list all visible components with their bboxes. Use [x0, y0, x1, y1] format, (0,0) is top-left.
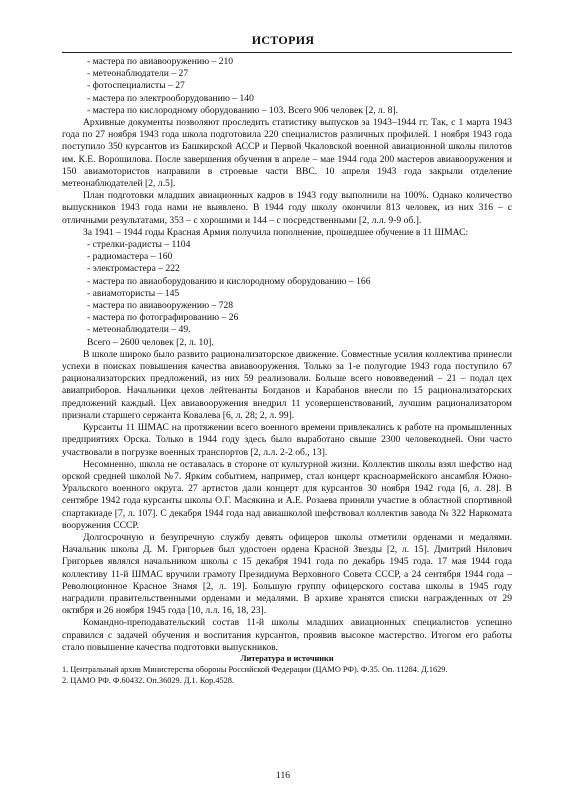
- list-item: - мастера по кислородному оборудованию – 103. Всего 906 человек [2, л. 8].: [87, 104, 399, 116]
- list-item: - радиомастера – 160: [87, 251, 173, 263]
- paragraph: За 1941 – 1944 годы Красная Армия получила пополнение, прошедшее обучение в 11 ШМАС:: [83, 226, 469, 238]
- list-item: - метеонаблюдатели – 27: [87, 68, 189, 80]
- list-item: - мастера по авиаоборудованию и кислородному оборудованию – 166: [87, 275, 371, 287]
- reference-item: 2. ЦАМО РФ. Ф.60432. Оп.36029. Д.1. Кор.4528.: [62, 675, 235, 685]
- list-item: - мастера по фотографированию – 26: [87, 312, 239, 324]
- paragraph: Курсанты 11 ШМАС на протяжении всего военного времени привлекались к работе на промышленных предприятиях Орска. Только в 1944 году здесь было выработано свыше 2300 человекодней. Они часто участвовали в погрузке военных транспортов [2, л.л. 2-2 об., 13].: [62, 422, 512, 458]
- paragraph: Архивные документы позволяют проследить статистику выпусков за 1943–1944 гг. Так, с 1 марта 1943 года по 27 ноября 1943 года школа подготовила 220 специалистов различных профилей. 1 ноября 1943 года поступило 350 курсантов из Башкирской АССР и Первой Чкаловской военной авиационной школы пилотов им. К.Е. Ворошилова. После завершения обучения в апреле – мае 1944 года 200 мастеров авиавооружения и 150 авиамотористов направили в строевые части ВВС. 10 апреля 1943 года закрыли отделение метеонаблюдателей [2, л.5].: [62, 117, 512, 190]
- article-body: [62, 56, 512, 686]
- list-item: - авиамотористы – 145: [87, 287, 180, 299]
- page-number: 116: [276, 771, 290, 781]
- list-item: - мастера по авиавооружению – 728: [87, 300, 234, 312]
- references-title: Литература и источники: [240, 653, 334, 663]
- list-item: - мастера по авиавооружению – 210: [87, 56, 234, 67]
- list-item: - метеонаблюдатели – 49.: [87, 324, 191, 336]
- section-header: ИСТОРИЯ: [251, 33, 315, 47]
- paragraph: План подготовки младших авиационных кадров в 1943 году выполнили на 100%. Однако количество выпускников 1943 года нами не выявлено. В 1944 году школу окончили 813 человек, из них 316 – с отличными результатами, 353 – с хорошими и 144 – с посредственными [2, л.л. 9-9 об.].: [62, 190, 512, 226]
- reference-item: 1. Центральный архив Министерства обороны Российской Федерации (ЦАМО РФ). Ф.35. Оп. 11284. Д.1629.: [62, 664, 448, 674]
- header-rule: [62, 52, 512, 53]
- list-item: - фотоспециалисты – 27: [87, 80, 185, 92]
- list-item: - мастера по электрооборудованию – 140: [87, 92, 254, 104]
- paragraph: Несомненно, школа не оставалась в стороне от культурной жизни. Коллектив школы взял шефство над орской средней школой №7. Ярким событием, например, стал концерт красноармейского ансамбля Южно-Уральского военного округа. 27 артистов дали концерт для курсантов 30 ноября 1942 года [6, л. 28]. В сентябре 1942 года курсанты школы О.Г. Масякина и А.Е. Розаева приняли участие в областной спортивной спартакиаде [7, л. 107]. С декабря 1944 года над авиашколой шефствовал коллектив завода № 322 Наркомата вооружения СССР.: [62, 458, 512, 531]
- list-total: Всего – 2600 человек [2, л. 10].: [87, 336, 214, 348]
- list-item: - электромастера – 222: [87, 263, 180, 275]
- list-item: - стрелки-радисты – 1104: [87, 239, 191, 251]
- paragraph: Долгосрочную и безупречную службу девять офицеров школы отметили орденами и медалями. Начальник школы Д. М. Григорьев был удостоен ордена Красной Звезды [2, л. 15]. Дмитрий Нилович Григорьев являлся начальником школы с 15 декабря 1941 года по декабрь 1945 года. 17 мая 1944 года коллективу 11-й ШМАС вручили грамоту Президиума Верховного Совета СССР, а 24 сентября 1944 года – Революционное Красное Знамя [2, л. 19]. Большую группу офицерского состава школы в 1945 году наградили правительственными орденами и медалями. В архиве хранятся списки награжденных от 29 октября и 26 ноября 1945 года [10, л.л. 16, 18, 23].: [62, 531, 512, 617]
- paragraph: В школе широко было развито рационализаторское движение. Совместные усилия коллектива принесли успехи в поисках повышения качества авиавооружения. Только за 1-е полугодие 1943 года поступило 67 рационализаторских предложений, из них 59 реализовали. Больше всего нововведений – 21 – подал цех авиаприборов. Начальники цехов лейтенанты Богданов и Карабанов внесли по 15 рационализаторских предложений каждый. Цех авиавооружения внедрил 11 усовершенствований, лучшим рационализатором признали старшего сержанта Ковалева [6, л. 28; 2, л. 99].: [62, 348, 512, 421]
- paragraph: Командно-преподавательский состав 11-й школы младших авиационных специалистов успешно справился с задачей обучения и воспитания курсантов, проявив высокое мастерство. Итогом его работы стало повышение качества подготовки выпускников.: [62, 617, 512, 653]
